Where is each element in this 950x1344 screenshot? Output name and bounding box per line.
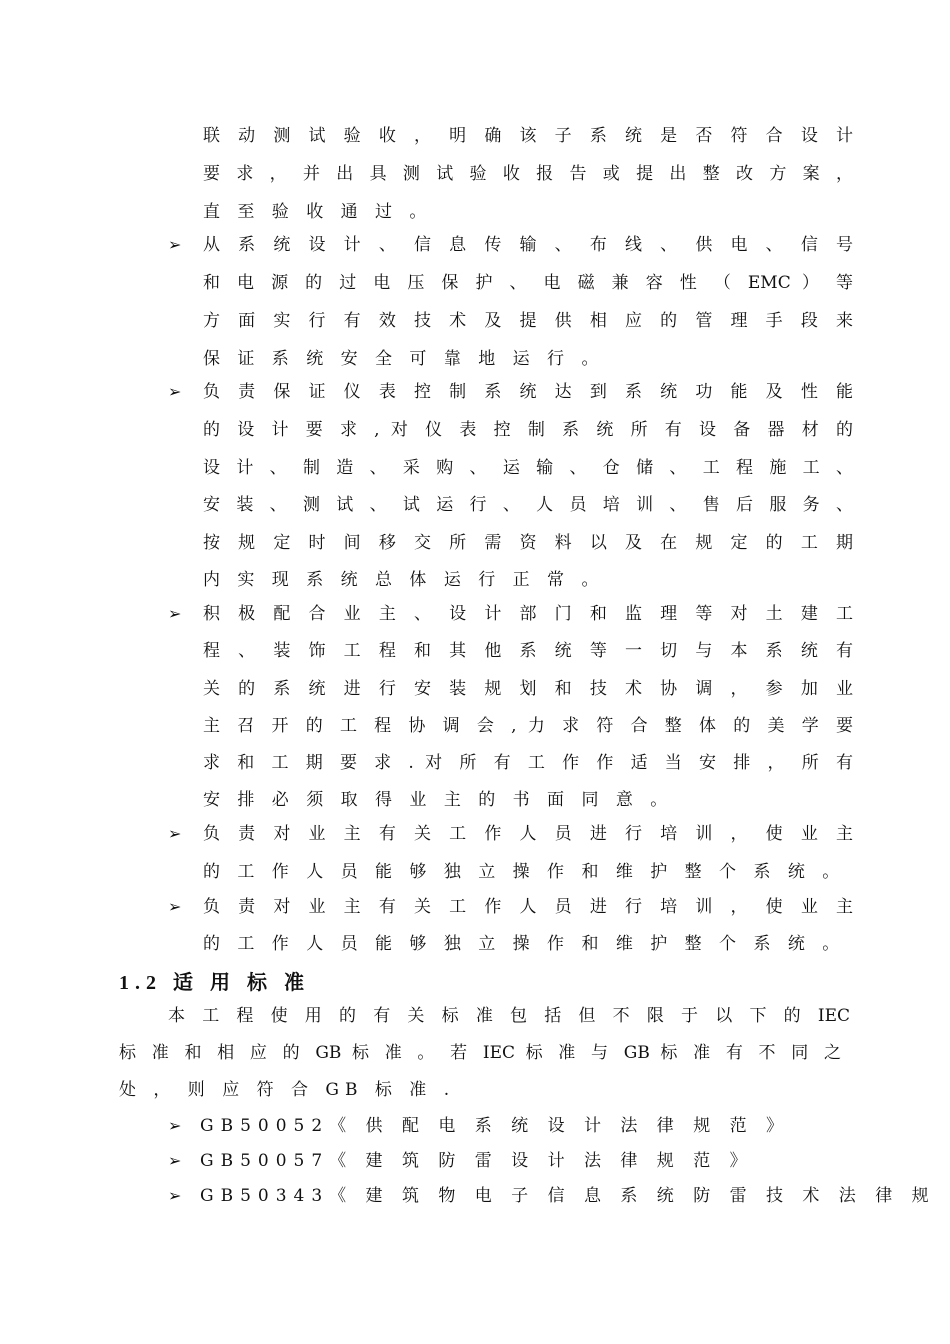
- bullet-icon: ➢: [168, 1116, 182, 1135]
- list-item-line: 负 责 对 业 主 有 关 工 作 人 员 进 行 培 训 ， 使 业 主: [203, 897, 853, 917]
- list-item-line: 直 至 验 收 通 过 。: [203, 202, 433, 222]
- list-item-line: 联 动 测 试 验 收 ， 明 确 该 子 系 统 是 否 符 合 设 计: [203, 126, 853, 146]
- standard-item: GB50057《 建 筑 防 雷 设 计 法 律 规 范 》: [200, 1151, 754, 1171]
- standard-item: GB50052《 供 配 电 系 统 设 计 法 律 规 范 》: [200, 1116, 790, 1136]
- bullet-icon: ➢: [168, 1151, 182, 1170]
- list-item-line: 求 和 工 期 要 求 . 对 所 有 工 作 作 适 当 安 排 ， 所 有: [203, 753, 853, 773]
- list-item-line: 要 求 ， 并 出 具 测 试 验 收 报 告 或 提 出 整 改 方 案 ，: [203, 164, 853, 184]
- bullet-icon: ➢: [168, 604, 182, 623]
- bullet-icon: ➢: [168, 235, 182, 254]
- list-item-line: 安 装 、 测 试 、 试 运 行 、 人 员 培 训 、 售 后 服 务 、: [203, 495, 853, 515]
- list-item-line: 负 责 保 证 仪 表 控 制 系 统 达 到 系 统 功 能 及 性 能: [203, 382, 853, 402]
- bullet-icon: ➢: [168, 824, 182, 843]
- list-item-line: 主 召 开 的 工 程 协 调 会 , 力 求 符 合 整 体 的 美 学 要: [203, 716, 853, 736]
- list-item-line: 方 面 实 行 有 效 技 术 及 提 供 相 应 的 管 理 手 段 来: [203, 311, 853, 331]
- bullet-icon: ➢: [168, 382, 182, 401]
- bullet-icon: ➢: [168, 1186, 182, 1205]
- list-item-line: 关 的 系 统 进 行 安 装 规 划 和 技 术 协 调 ， 参 加 业: [203, 679, 853, 699]
- intro-paragraph-line: 本 工 程 使 用 的 有 关 标 准 包 括 但 不 限 于 以 下 的 IEC: [168, 1006, 850, 1026]
- list-item-line: 设 计 、 制 造 、 采 购 、 运 输 、 仓 储 、 工 程 施 工 、: [203, 458, 853, 478]
- list-item-line: 程 、 装 饰 工 程 和 其 他 系 统 等 一 切 与 本 系 统 有: [203, 641, 853, 661]
- intro-paragraph-line: 标 准 和 相 应 的 GB 标 准 。 若 IEC 标 准 与 GB 标 准 有 不 同 之: [119, 1043, 841, 1063]
- intro-paragraph-line: 处 ， 则 应 符 合 GB 标 准 .: [119, 1080, 456, 1100]
- list-item-line: 的 工 作 人 员 能 够 独 立 操 作 和 维 护 整 个 系 统 。: [203, 934, 846, 954]
- list-item-line: 积 极 配 合 业 主 、 设 计 部 门 和 监 理 等 对 土 建 工: [203, 604, 853, 624]
- list-item-line: 内 实 现 系 统 总 体 运 行 正 常 。: [203, 570, 605, 590]
- list-item-line: 从 系 统 设 计 、 信 息 传 输 、 布 线 、 供 电 、 信 号: [203, 235, 853, 255]
- section-heading: 1.2 适 用 标 准: [119, 972, 310, 994]
- list-item-line: 负 责 对 业 主 有 关 工 作 人 员 进 行 培 训 ， 使 业 主: [203, 824, 853, 844]
- standard-item: GB50343《 建 筑 物 电 子 信 息 系 统 防 雷 技 术 法 律 规: [200, 1186, 936, 1206]
- list-item-line: 按 规 定 时 间 移 交 所 需 资 料 以 及 在 规 定 的 工 期: [203, 533, 853, 553]
- list-item-line: 安 排 必 须 取 得 业 主 的 书 面 同 意 。: [203, 790, 674, 810]
- bullet-icon: ➢: [168, 897, 182, 916]
- list-item-line: 的 设 计 要 求 , 对 仪 表 控 制 系 统 所 有 设 备 器 材 的: [203, 420, 853, 440]
- list-item-line: 保 证 系 统 安 全 可 靠 地 运 行 。: [203, 349, 605, 369]
- list-item-line: 和 电 源 的 过 电 压 保 护 、 电 磁 兼 容 性 （ EMC ） 等: [203, 273, 853, 293]
- list-item-line: 的 工 作 人 员 能 够 独 立 操 作 和 维 护 整 个 系 统 。: [203, 862, 846, 882]
